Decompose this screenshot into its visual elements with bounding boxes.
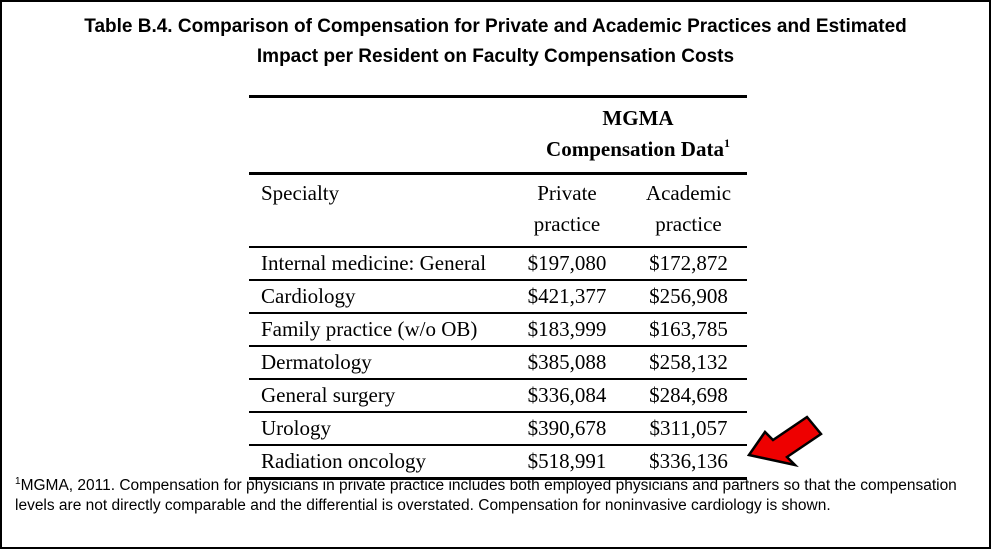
group-header-line-1: MGMA bbox=[602, 106, 674, 130]
table-title-line-2: Impact per Resident on Faculty Compensation Costs bbox=[256, 46, 735, 67]
red-arrow-icon bbox=[747, 415, 827, 473]
footnote-marker: 1 bbox=[15, 476, 21, 487]
column-header-academic bbox=[630, 175, 747, 246]
column-header-academic-line-1: Academic bbox=[645, 181, 732, 205]
private-cell: $197,080 bbox=[527, 251, 607, 275]
private-cell: $390,678 bbox=[527, 416, 607, 440]
specialty-cell: Cardiology bbox=[261, 284, 356, 308]
column-header-private-line-2: practice bbox=[533, 212, 601, 236]
table-title-line-1: Table B.4. Comparison of Compensation for Private and Academic Practices and Estimated bbox=[84, 16, 907, 37]
specialty-cell: Radiation oncology bbox=[261, 449, 427, 473]
specialty-cell: Urology bbox=[261, 416, 331, 440]
academic-cell: $311,057 bbox=[649, 416, 728, 440]
private-cell: $421,377 bbox=[527, 284, 607, 308]
table-row bbox=[249, 444, 747, 477]
specialty-cell: Dermatology bbox=[261, 350, 372, 374]
private-cell: $518,991 bbox=[527, 449, 607, 473]
specialty-cell: General surgery bbox=[261, 383, 396, 407]
group-header-line-2 bbox=[529, 134, 747, 165]
specialty-cell: Internal medicine: General bbox=[261, 251, 487, 275]
column-header-row bbox=[249, 175, 747, 246]
group-header-label: Compensation Data bbox=[546, 137, 724, 161]
private-cell: $183,999 bbox=[527, 317, 607, 341]
table-row bbox=[249, 345, 747, 378]
academic-cell: $163,785 bbox=[649, 317, 728, 341]
table-row bbox=[249, 378, 747, 411]
private-cell: $385,088 bbox=[527, 350, 607, 374]
academic-cell: $336,136 bbox=[649, 449, 728, 473]
academic-cell: $284,698 bbox=[649, 383, 728, 407]
specialty-cell: Family practice (w/o OB) bbox=[261, 317, 478, 341]
column-header-private-line-1: Private bbox=[537, 181, 597, 205]
column-header-specialty: Specialty bbox=[261, 181, 340, 205]
table-footnote bbox=[15, 476, 975, 516]
academic-cell: $172,872 bbox=[649, 251, 728, 275]
compensation-table bbox=[249, 95, 747, 480]
table-title bbox=[2, 12, 989, 72]
column-header-academic-line-2: practice bbox=[655, 212, 722, 236]
red-arrow-shape bbox=[749, 417, 821, 465]
academic-cell: $258,132 bbox=[649, 350, 728, 374]
table-row bbox=[249, 411, 747, 444]
table-row bbox=[249, 246, 747, 279]
column-header-private bbox=[504, 175, 630, 246]
group-header-footnote-marker: 1 bbox=[723, 136, 730, 150]
table-row bbox=[249, 279, 747, 312]
private-cell: $336,084 bbox=[527, 383, 607, 407]
footnote-text: MGMA, 2011. Compensation for physicians in private practice includes both employed physicians and partners so that the compensation levels are not directly comparable and the differential is overstated. Compensation for noninvasive cardiology is shown. bbox=[15, 477, 957, 514]
table-row bbox=[249, 312, 747, 345]
academic-cell: $256,908 bbox=[649, 284, 728, 308]
group-header-mgma bbox=[529, 98, 747, 172]
